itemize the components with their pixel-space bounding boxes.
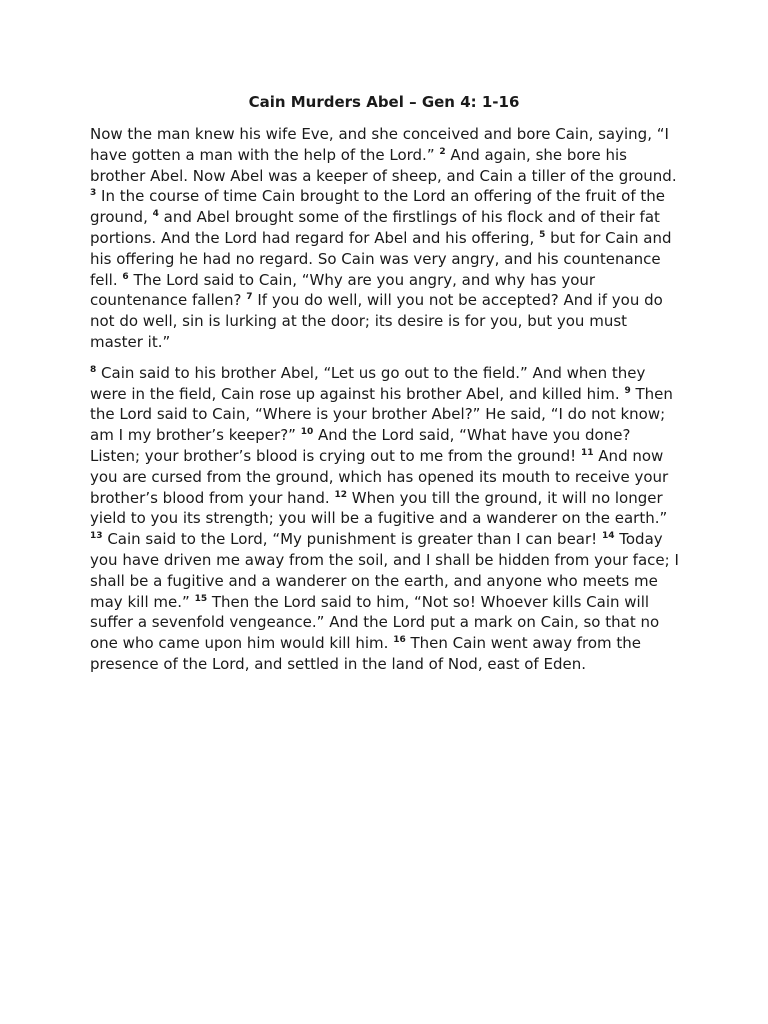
verse-text: And the Lord said, “What have you done? Listen; your brother’s blood is crying out to me from the ground! bbox=[90, 426, 631, 465]
verse-number: 16 bbox=[393, 635, 406, 646]
verse-number: 11 bbox=[580, 447, 594, 458]
verse-number: 12 bbox=[334, 489, 347, 500]
paragraph bbox=[90, 363, 680, 675]
verse-number: 10 bbox=[300, 427, 314, 438]
verse-number: 15 bbox=[194, 593, 208, 604]
verse-text: Cain said to the Lord, “My punishment is greater than I can bear! bbox=[107, 530, 598, 549]
verse-text: And again, she bore his brother Abel. Now Abel was a keeper of sheep, and Cain a tiller of the ground. bbox=[90, 145, 677, 185]
verse-number: 5 bbox=[539, 229, 546, 240]
verse-text: Then the Lord said to him, “Not so! Whoever kills Cain will suffer a sevenfold vengeance.” And the Lord put a mark on Cain, so that no one who came upon him would kill him. bbox=[90, 592, 660, 653]
document-title: Cain Murders Abel – Gen 4: 1-16 bbox=[248, 93, 520, 111]
verse-text: and Abel brought some of the firstlings of his flock and of their fat portions. And the Lord had regard for Abel and his offering, bbox=[90, 208, 660, 247]
verse-text: Now the man knew his wife Eve, and she conceived and bore Cain, saying, “I have gotten a man with the help of the Lord.” bbox=[90, 125, 669, 164]
verse-number: 3 bbox=[90, 188, 97, 199]
verse-number: 7 bbox=[246, 292, 253, 303]
verse-number: 4 bbox=[152, 209, 159, 220]
verse-text: In the course of time Cain brought to the Lord an offering of the fruit of the ground, bbox=[90, 187, 665, 227]
document-body bbox=[90, 124, 680, 685]
verse-text: The Lord said to Cain, “Why are you angry, and why has your countenance fallen? bbox=[90, 270, 596, 310]
verse-text: Then Cain went away from the presence of the Lord, and settled in the land of Nod, east of Eden. bbox=[90, 634, 642, 673]
verse-text: When you till the ground, it will no longer yield to you its strength; you will be a fugitive and a wanderer on the earth.” bbox=[90, 488, 668, 528]
verse-number: 9 bbox=[624, 385, 631, 396]
verse-number: 8 bbox=[90, 364, 97, 375]
verse-text: If you do well, will you not be accepted? And if you do not do well, sin is lurking at the door; its desire is for you, but you must master it.” bbox=[90, 291, 663, 351]
verse-number: 2 bbox=[439, 146, 446, 157]
verse-text: Then the Lord said to Cain, “Where is your brother Abel?” He said, “I do not know; am I my brother’s keeper?” bbox=[90, 384, 673, 445]
verse-text: And now you are cursed from the ground, which has opened its mouth to receive your brother’s blood from your hand. bbox=[90, 446, 669, 507]
verse-text: Cain said to his brother Abel, “Let us go out to the field.” And when they were in the field, Cain rose up against his brother Abel, and killed him. bbox=[90, 363, 646, 403]
paragraph bbox=[90, 124, 680, 353]
verse-text: but for Cain and his offering he had no regard. So Cain was very angry, and his countenance fell. bbox=[90, 228, 672, 289]
verse-number: 6 bbox=[122, 271, 129, 282]
verse-text: Today you have driven me away from the soil, and I shall be hidden from your face; I shall be a fugitive and a wanderer on the earth, and anyone who meets me may kill me.” bbox=[90, 530, 679, 611]
verse-number: 13 bbox=[90, 531, 103, 542]
verse-number: 14 bbox=[601, 531, 615, 542]
